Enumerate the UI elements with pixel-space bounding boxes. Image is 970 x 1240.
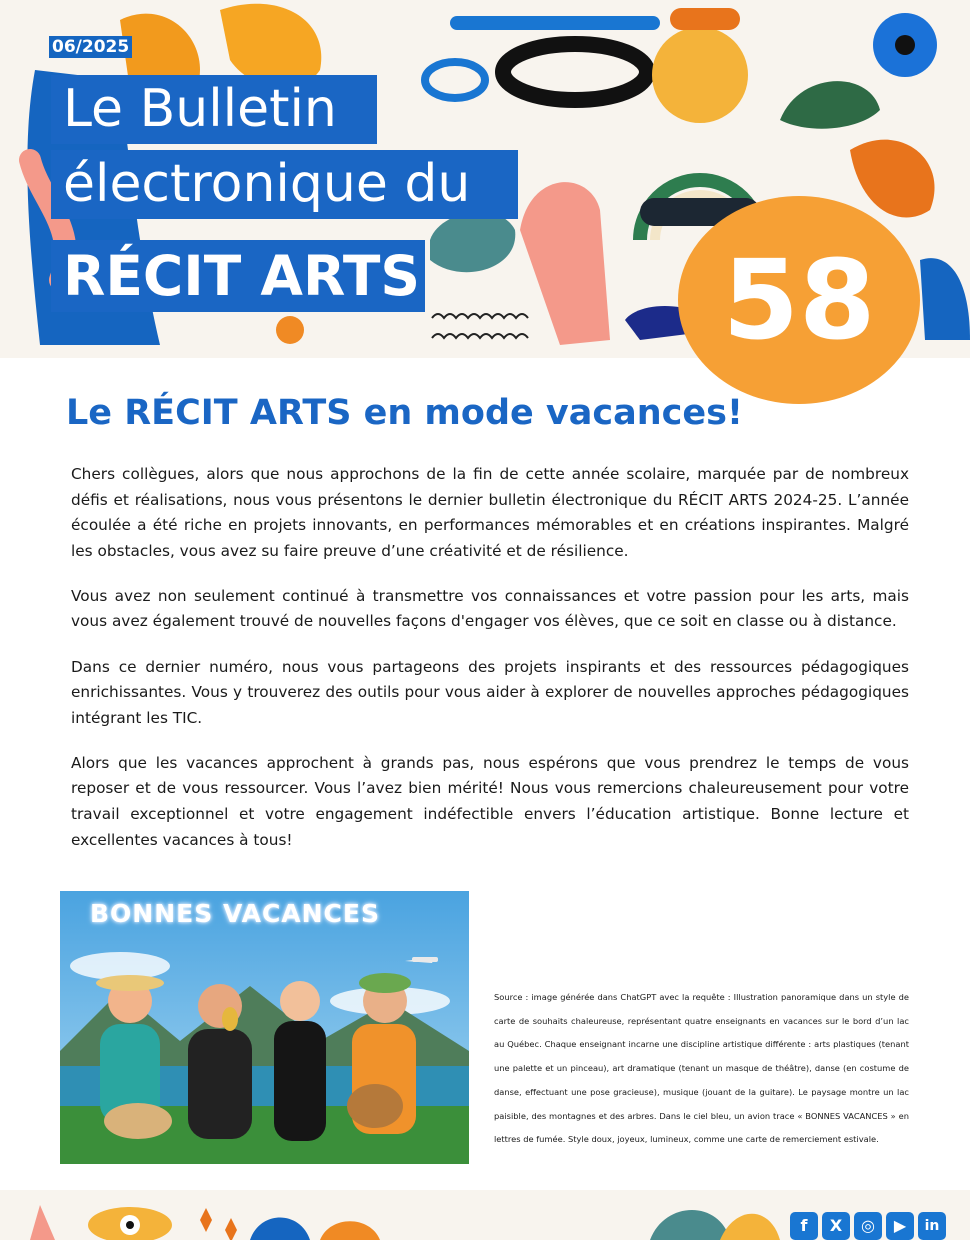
paragraph-1: Chers collègues, alors que nous approchons de la fin de cette année scolaire, marquée par de nombreux défis et réalisations, nous vous présentons le dernier bulletin électronique du RÉCIT ARTS 2024-25. L’année écoulée a été riche en projets innovants, en performances mémorables et en créations inspirantes. Malgré les obstacles, vous avez su faire preuve d’une créativité et de résilience.	[71, 465, 909, 560]
vacances-scene	[60, 891, 469, 1164]
facebook-icon[interactable]: f	[790, 1212, 818, 1240]
title-line-2: électronique du	[51, 150, 518, 219]
article-body	[71, 462, 909, 873]
title-line-3: RÉCIT ARTS	[51, 240, 425, 312]
paragraph-2: Vous avez non seulement continué à transmettre vos connaissances et votre passion pour les arts, mais vous avez également trouvé de nouvelles façons d'engager vos élèves, que ce soit en classe ou à distance.	[71, 586, 909, 631]
image-caption: Source : image générée dans ChatGPT avec la requête : Illustration panoramique dans un style de carte de souhaits chaleureuse, représentant quatre enseignants en vacances sur le bord d’un lac au Québec. Chaque enseignant incarne une discipline artistique différente : arts plastiques (tenant une palette et un pinceau), art dramatique (tenant un masque de théâtre), danse (en costume de danse, effectuant une pose gracieuse), musique (jouant de la guitare). Le paysage montre un lac paisible, des montagnes et des arbres. Dans le ciel bleu, un avion trace « BONNES VACANCES » en lettres de fumée. Style doux, joyeux, lumineux, comme une carte de remerciement estivale.	[494, 992, 909, 1145]
sky-banner-text: BONNES VACANCES	[90, 899, 380, 928]
instagram-icon[interactable]: ◎	[854, 1212, 882, 1240]
paragraph-4: Alors que les vacances approchent à grands pas, nous espérons que vous prendrez le temps de vous reposer et de vous ressourcer. Vous l’avez bien mérité! Nous vous remercions chaleureusement pour votre travail exceptionnel et votre engagement indéfectible envers l’éducation artistique. Bonne lecture et excellentes vacances à tous!	[71, 753, 909, 849]
vacances-illustration	[60, 891, 469, 1164]
linkedin-icon[interactable]: in	[918, 1212, 946, 1240]
article-headline: Le RÉCIT ARTS en mode vacances!	[66, 393, 743, 433]
paragraph-3: Dans ce dernier numéro, nous vous partageons des projets inspirants et des ressources pédagogiques enrichissantes. Vous y trouverez des outils pour vous aider à explorer de nouvelles approches pédagogiques intégrant les TIC.	[71, 657, 909, 727]
youtube-icon[interactable]: ▶	[886, 1212, 914, 1240]
title-line-1: Le Bulletin	[51, 75, 377, 144]
issue-number-badge: 58	[678, 196, 920, 404]
x-icon[interactable]: X	[822, 1212, 850, 1240]
issue-date: 06/2025	[49, 36, 132, 58]
